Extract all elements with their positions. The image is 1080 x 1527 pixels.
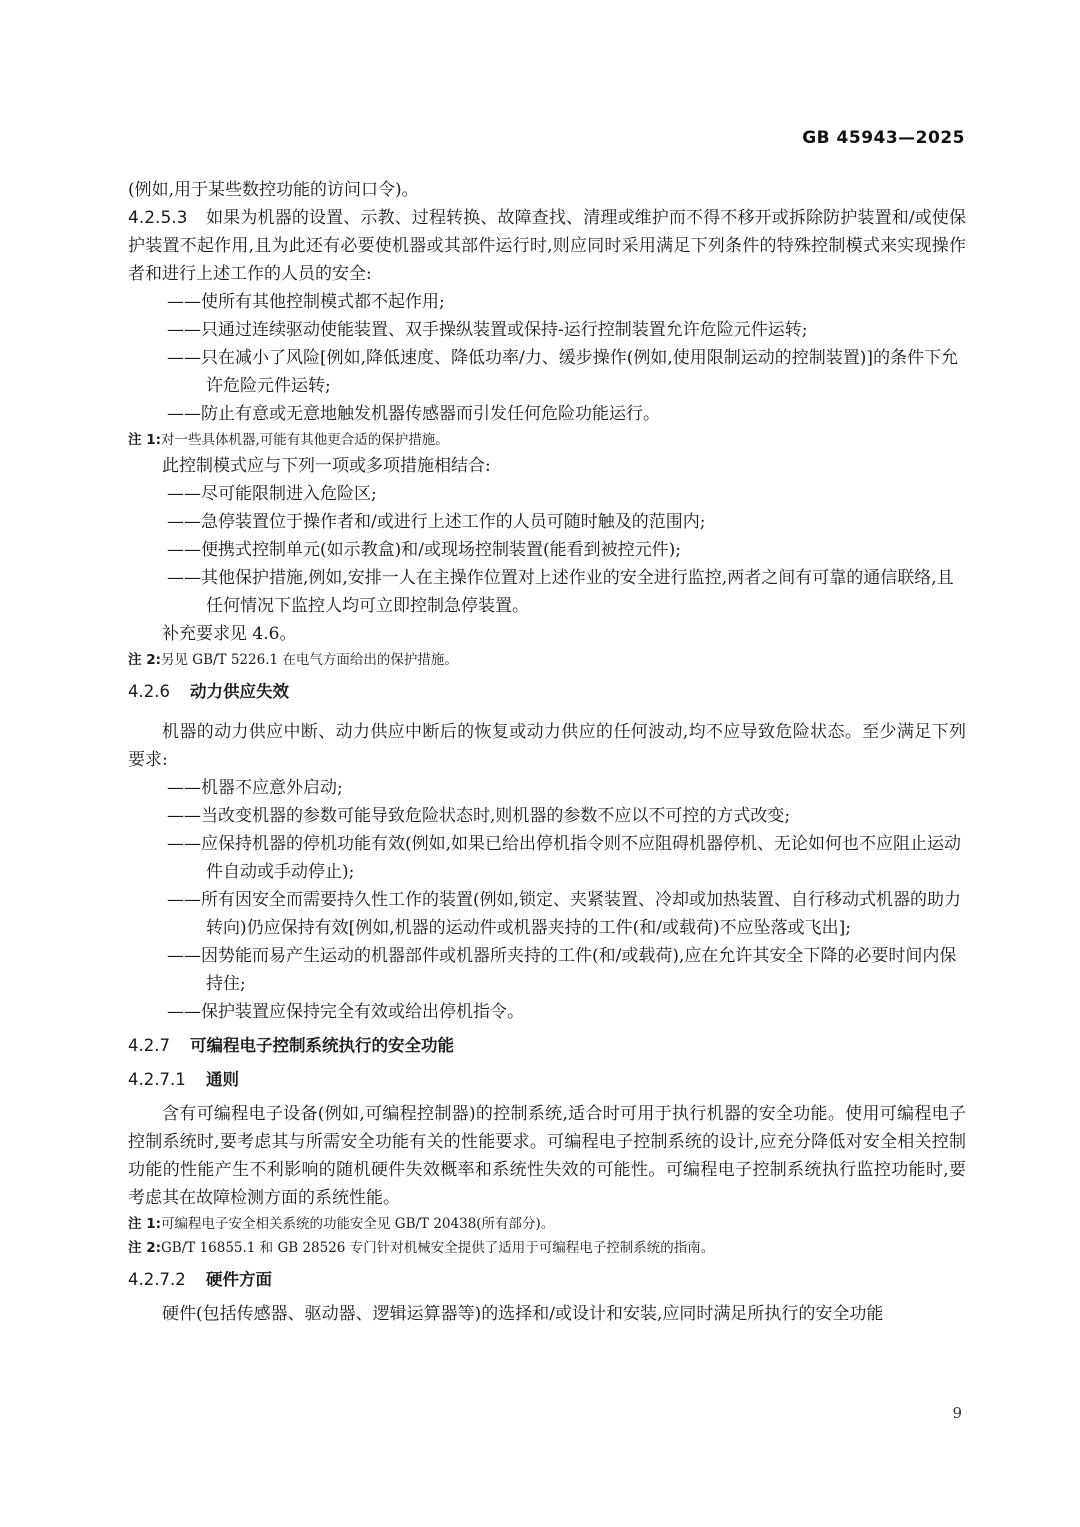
subsection-title: 通则	[206, 1070, 239, 1089]
list-item: ——机器不应意外启动;	[167, 778, 343, 798]
subsection-heading	[128, 1066, 966, 1094]
subsection-title: 硬件方面	[206, 1270, 272, 1289]
section-title: 动力供应失效	[190, 682, 289, 701]
list-item: ——防止有意或无意地触发机器传感器而引发任何危险功能运行。	[167, 404, 660, 424]
note-text: 对一些具体机器,可能有其他更合适的保护措施。	[161, 432, 449, 448]
note	[128, 428, 966, 452]
list-item: ——所有因安全而需要持久性工作的装置(例如,锁定、夹紧装置、冷却或加热装置、自行移动式机器的助力转向)仍应保持有效[例如,机器的运动件或机器夹持的工件(和/或载荷)不应坠落或飞出];	[167, 890, 962, 938]
list-item: ——应保持机器的停机功能有效(例如,如果已给出停机指令则不应阻碍机器停机、无论如何也不应阻止运动件自动或手动停止);	[167, 834, 962, 882]
paragraph: 硬件(包括传感器、驱动器、逻辑运算器等)的选择和/或设计和安装,应同时满足所执行的安全功能	[162, 1304, 884, 1324]
note-text: 可编程电子安全相关系统的功能安全见 GB/T 20438(所有部分)。	[161, 1216, 555, 1232]
clause-4-2-5-3	[128, 204, 966, 288]
list-item: ——急停装置位于操作者和/或进行上述工作的人员可随时触及的范围内;	[167, 512, 706, 532]
note	[128, 648, 966, 672]
note-text: GB/T 16855.1 和 GB 28526 专门针对机械安全提供了适用于可编程电子控制系统的指南。	[161, 1240, 715, 1256]
continuation-text: (例如,用于某些数控功能的访问口令)。	[128, 180, 419, 200]
list-item: ——尽可能限制进入危险区;	[167, 484, 377, 504]
standard-code: GB 45943—2025	[802, 128, 965, 148]
paragraph: 机器的动力供应中断、动力供应中断后的恢复或动力供应的任何波动,均不应导致危险状态。至少满足下列要求:	[128, 722, 966, 770]
list-item: ——使所有其他控制模式都不起作用;	[167, 292, 445, 312]
section-heading	[128, 678, 966, 706]
page-number: 9	[952, 1404, 962, 1422]
clause-number: 4.2.5.3	[128, 208, 188, 228]
list-item: ——当改变机器的参数可能导致危险状态时,则机器的参数不应以不可控的方式改变;	[167, 806, 791, 826]
note-label: 注 2:	[128, 652, 161, 668]
list-item: ——因势能而易产生运动的机器部件或机器所夹持的工件(和/或载荷),应在允许其安全下降的必要时间内保持住;	[167, 946, 957, 994]
page-body	[128, 176, 966, 1328]
note	[128, 1212, 966, 1236]
list-item: ——保护装置应保持完全有效或给出停机指令。	[167, 1002, 524, 1022]
section-number: 4.2.7	[128, 1036, 170, 1055]
clause-text: 如果为机器的设置、示教、过程转换、故障查找、清理或维护而不得不移开或拆除防护装置和/或使保护装置不起作用,且为此还有必要使机器或其部件运行时,则应同时采用满足下列条件的特殊控制模式来实现操作者和进行上述工作的人员的安全:	[128, 208, 966, 284]
note-label: 注 1:	[128, 1216, 161, 1232]
subsection-number: 4.2.7.2	[128, 1270, 186, 1289]
section-title: 可编程电子控制系统执行的安全功能	[190, 1036, 454, 1055]
list-item: ——其他保护措施,例如,安排一人在主操作位置对上述作业的安全进行监控,两者之间有可靠的通信联络,且任何情况下监控人均可立即控制急停装置。	[167, 568, 954, 616]
note-label: 注 1:	[128, 432, 161, 448]
note-label: 注 2:	[128, 1240, 161, 1256]
paragraph: 此控制模式应与下列一项或多项措施相结合:	[162, 456, 491, 476]
section-number: 4.2.6	[128, 682, 170, 701]
note-text: 另见 GB/T 5226.1 在电气方面给出的保护措施。	[161, 652, 458, 668]
paragraph: 补充要求见 4.6。	[162, 624, 297, 644]
subsection-number: 4.2.7.1	[128, 1070, 186, 1089]
section-heading	[128, 1032, 966, 1060]
list-item: ——只在减小了风险[例如,降低速度、降低功率/力、缓步操作(例如,使用限制运动的控制装置)]的条件下允许危险元件运转;	[167, 348, 959, 396]
list-item: ——只通过连续驱动使能装置、双手操纵装置或保持-运行控制装置允许危险元件运转;	[167, 320, 808, 340]
list-item: ——便携式控制单元(如示教盒)和/或现场控制装置(能看到被控元件);	[167, 540, 681, 560]
note	[128, 1236, 966, 1260]
paragraph: 含有可编程电子设备(例如,可编程控制器)的控制系统,适合时可用于执行机器的安全功能。使用可编程电子控制系统时,要考虑其与所需安全功能有关的性能要求。可编程电子控制系统的设计,应充分降低对安全相关控制功能的性能产生不利影响的随机硬件失效概率和系统性失效的可能性。可编程电子控制系统执行监控功能时,要考虑其在故障检测方面的系统性能。	[128, 1104, 966, 1208]
subsection-heading	[128, 1266, 966, 1294]
